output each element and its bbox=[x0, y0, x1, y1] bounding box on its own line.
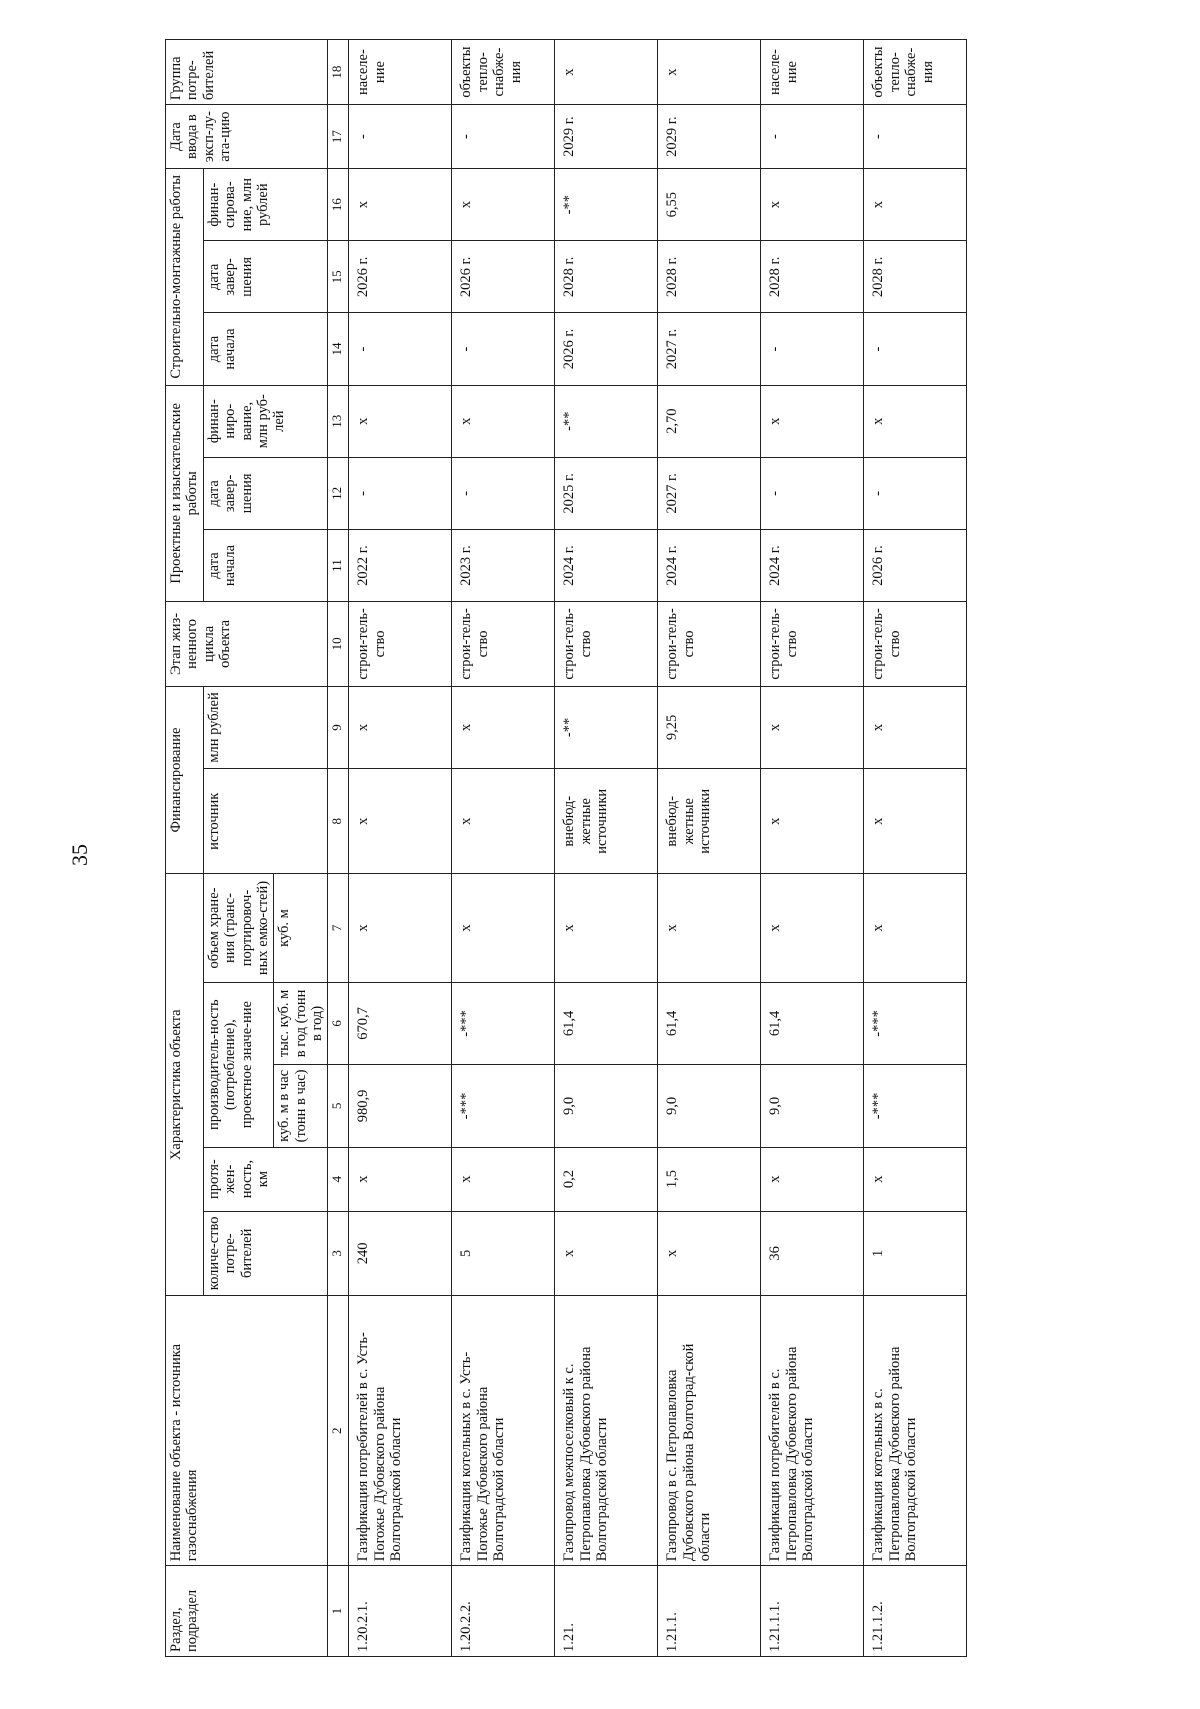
table-row bbox=[452, 40, 555, 1657]
header-design: Проектные и изыскательские работы bbox=[166, 385, 204, 602]
cell-capacity-year: 61,4 bbox=[555, 982, 658, 1064]
cell-design-financing: x bbox=[452, 385, 555, 457]
header-name: Наименование объекта - источника газоснабжения bbox=[166, 1296, 328, 1566]
header-commission: Дата ввода в эксп-лу-ата-цию bbox=[166, 105, 328, 169]
cell-consumers: x bbox=[658, 1211, 761, 1296]
cell-capacity-hour: 9,0 bbox=[761, 1065, 864, 1147]
cell-design-end: - bbox=[761, 457, 864, 529]
cell-commission: 2029 г. bbox=[555, 105, 658, 169]
cell-source: внебюд-жетные источники bbox=[555, 769, 658, 874]
cell-design-financing: 2,70 bbox=[658, 385, 761, 457]
column-number: 1 bbox=[328, 1566, 349, 1657]
cell-source: x bbox=[864, 769, 967, 874]
column-numbers-row bbox=[328, 40, 349, 1657]
cell-section: 1.20.2.2. bbox=[452, 1566, 555, 1657]
cell-length: x bbox=[349, 1147, 452, 1211]
cell-length: x bbox=[864, 1147, 967, 1211]
cell-construction-start: 2026 г. bbox=[555, 313, 658, 385]
cell-name: Газификация потребителей в с. Петропавловка Дубовского района Волгоградской области bbox=[761, 1296, 864, 1566]
cell-capacity-hour: 9,0 bbox=[555, 1065, 658, 1147]
cell-design-start: 2023 г. bbox=[452, 529, 555, 601]
cell-storage: x bbox=[761, 874, 864, 982]
cell-construction-end: 2028 г. bbox=[555, 241, 658, 313]
cell-construction-start: - bbox=[864, 313, 967, 385]
cell-source: x bbox=[349, 769, 452, 874]
cell-storage: x bbox=[555, 874, 658, 982]
rotated-table-container bbox=[165, 39, 1045, 1657]
cell-construction-financing: x bbox=[864, 169, 967, 241]
cell-stage: строи-тель-ство bbox=[658, 602, 761, 687]
cell-capacity-year: 61,4 bbox=[761, 982, 864, 1064]
header-mln-rub: млн рублей bbox=[203, 686, 328, 769]
cell-construction-financing: 6,55 bbox=[658, 169, 761, 241]
cell-length: x bbox=[761, 1147, 864, 1211]
cell-design-end: - bbox=[452, 457, 555, 529]
cell-capacity-hour: 9,0 bbox=[658, 1065, 761, 1147]
cell-commission: 2029 г. bbox=[658, 105, 761, 169]
cell-stage: строи-тель-ство bbox=[452, 602, 555, 687]
header-storage: объем хране-ния (транс-портировоч-ных емко-стей) bbox=[203, 874, 274, 982]
cell-stage: строи-тель-ство bbox=[555, 602, 658, 687]
cell-construction-start: 2027 г. bbox=[658, 313, 761, 385]
cell-consumers: 240 bbox=[349, 1211, 452, 1296]
cell-construction-end: 2026 г. bbox=[452, 241, 555, 313]
page-number: 35 bbox=[67, 844, 92, 866]
cell-mln: x bbox=[452, 686, 555, 769]
cell-design-start: 2024 г. bbox=[761, 529, 864, 601]
cell-design-start: 2026 г. bbox=[864, 529, 967, 601]
cell-capacity-hour: 980,9 bbox=[349, 1065, 452, 1147]
cell-construction-end: 2028 г. bbox=[864, 241, 967, 313]
cell-mln: -** bbox=[555, 686, 658, 769]
column-number: 7 bbox=[328, 874, 349, 982]
cell-design-end: 2025 г. bbox=[555, 457, 658, 529]
cell-name: Газификация потребителей в с. Усть-Погожье Дубовского района Волгоградской области bbox=[349, 1296, 452, 1566]
cell-construction-financing: x bbox=[761, 169, 864, 241]
cell-construction-financing: -** bbox=[555, 169, 658, 241]
cell-name: Газопровод в с. Петропавловка Дубовского района Волгоград-ской области bbox=[658, 1296, 761, 1566]
cell-group: объекты тепло-снабже-ния bbox=[864, 40, 967, 105]
column-number: 2 bbox=[328, 1296, 349, 1566]
column-number: 17 bbox=[328, 105, 349, 169]
header-design-financing: финан-ниро-вание, млн руб-лей bbox=[203, 385, 328, 457]
cell-design-financing: x bbox=[864, 385, 967, 457]
header-length: протя-жен-ность, км bbox=[203, 1147, 328, 1211]
cell-mln: x bbox=[761, 686, 864, 769]
cell-construction-start: - bbox=[349, 313, 452, 385]
cell-commission: - bbox=[864, 105, 967, 169]
header-source: источник bbox=[203, 769, 328, 874]
cell-stage: строи-тель-ство bbox=[864, 602, 967, 687]
cell-section: 1.21.1.2. bbox=[864, 1566, 967, 1657]
cell-stage: строи-тель-ство bbox=[349, 602, 452, 687]
header-construction-end: дата завер-шения bbox=[203, 241, 328, 313]
column-number: 15 bbox=[328, 241, 349, 313]
column-number: 8 bbox=[328, 769, 349, 874]
header-design-start: дата начала bbox=[203, 529, 328, 601]
column-number: 13 bbox=[328, 385, 349, 457]
column-number: 10 bbox=[328, 602, 349, 687]
cell-commission: - bbox=[761, 105, 864, 169]
cell-source: внебюд-жетные источники bbox=[658, 769, 761, 874]
header-construction: Строительно-монтажные работы bbox=[166, 169, 204, 386]
cell-design-financing: x bbox=[349, 385, 452, 457]
header-capacity-hour: куб. м в час (тонн в час) bbox=[274, 1065, 328, 1147]
header-lifecycle: Этап жиз-ненного цикла объекта bbox=[166, 602, 328, 687]
header-consumers-count: количе-ство потре-бителей bbox=[203, 1211, 328, 1296]
column-number: 6 bbox=[328, 982, 349, 1064]
cell-section: 1.21.1. bbox=[658, 1566, 761, 1657]
cell-consumers: x bbox=[555, 1211, 658, 1296]
column-number: 12 bbox=[328, 457, 349, 529]
cell-length: x bbox=[452, 1147, 555, 1211]
column-number: 9 bbox=[328, 686, 349, 769]
cell-section: 1.21. bbox=[555, 1566, 658, 1657]
cell-design-start: 2024 г. bbox=[658, 529, 761, 601]
cell-storage: x bbox=[864, 874, 967, 982]
cell-design-start: 2024 г. bbox=[555, 529, 658, 601]
gasification-table bbox=[165, 39, 967, 1657]
cell-name: Газопровод межпоселковый к с. Петропавловка Дубовского района Волгоградской области bbox=[555, 1296, 658, 1566]
cell-design-end: - bbox=[864, 457, 967, 529]
cell-group: объекты тепло-снабже-ния bbox=[452, 40, 555, 105]
header-characteristics: Характеристика объекта bbox=[166, 874, 204, 1296]
header-construction-start: дата начала bbox=[203, 313, 328, 385]
column-number: 18 bbox=[328, 40, 349, 105]
header-storage-unit: куб. м bbox=[274, 874, 328, 982]
cell-capacity-hour: -*** bbox=[452, 1065, 555, 1147]
cell-construction-end: 2028 г. bbox=[761, 241, 864, 313]
header-group: Группа потре-бителей bbox=[166, 40, 328, 105]
cell-capacity-year: 670,7 bbox=[349, 982, 452, 1064]
cell-commission: - bbox=[349, 105, 452, 169]
cell-design-financing: -** bbox=[555, 385, 658, 457]
cell-stage: строи-тель-ство bbox=[761, 602, 864, 687]
header-financing: Финансирование bbox=[166, 686, 204, 874]
table-body bbox=[349, 40, 967, 1657]
cell-construction-end: 2026 г. bbox=[349, 241, 452, 313]
cell-source: x bbox=[452, 769, 555, 874]
cell-construction-financing: x bbox=[349, 169, 452, 241]
cell-group: x bbox=[555, 40, 658, 105]
cell-construction-start: - bbox=[761, 313, 864, 385]
cell-design-start: 2022 г. bbox=[349, 529, 452, 601]
cell-capacity-year: -*** bbox=[864, 982, 967, 1064]
cell-section: 1.21.1.1. bbox=[761, 1566, 864, 1657]
table-row bbox=[658, 40, 761, 1657]
cell-name: Газификация котельных в с. Усть-Погожье Дубовского района Волгоградской области bbox=[452, 1296, 555, 1566]
header-construction-financing: финан-сирова-ние, млн рублей bbox=[203, 169, 328, 241]
cell-design-financing: x bbox=[761, 385, 864, 457]
header-row-1 bbox=[166, 40, 204, 1657]
column-number: 4 bbox=[328, 1147, 349, 1211]
column-number: 14 bbox=[328, 313, 349, 385]
cell-consumers: 5 bbox=[452, 1211, 555, 1296]
column-number: 5 bbox=[328, 1065, 349, 1147]
column-number: 3 bbox=[328, 1211, 349, 1296]
cell-length: 1,5 bbox=[658, 1147, 761, 1211]
cell-consumers: 1 bbox=[864, 1211, 967, 1296]
cell-group: населе-ние bbox=[761, 40, 864, 105]
cell-group: x bbox=[658, 40, 761, 105]
cell-storage: x bbox=[658, 874, 761, 982]
cell-capacity-hour: -*** bbox=[864, 1065, 967, 1147]
cell-commission: - bbox=[452, 105, 555, 169]
cell-design-end: 2027 г. bbox=[658, 457, 761, 529]
cell-storage: x bbox=[349, 874, 452, 982]
cell-capacity-year: 61,4 bbox=[658, 982, 761, 1064]
table-row bbox=[864, 40, 967, 1657]
cell-mln: x bbox=[864, 686, 967, 769]
cell-consumers: 36 bbox=[761, 1211, 864, 1296]
cell-source: x bbox=[761, 769, 864, 874]
cell-mln: x bbox=[349, 686, 452, 769]
column-number: 16 bbox=[328, 169, 349, 241]
cell-construction-start: - bbox=[452, 313, 555, 385]
header-section: Раздел, подраздел bbox=[166, 1566, 328, 1657]
cell-construction-financing: x bbox=[452, 169, 555, 241]
cell-design-end: - bbox=[349, 457, 452, 529]
cell-group: населе-ние bbox=[349, 40, 452, 105]
cell-construction-end: 2028 г. bbox=[658, 241, 761, 313]
cell-capacity-year: -*** bbox=[452, 982, 555, 1064]
cell-mln: 9,25 bbox=[658, 686, 761, 769]
cell-section: 1.20.2.1. bbox=[349, 1566, 452, 1657]
header-design-end: дата завер-шения bbox=[203, 457, 328, 529]
header-capacity-year: тыс. куб. м в год (тонн в год) bbox=[274, 982, 328, 1064]
table-row bbox=[349, 40, 452, 1657]
header-capacity: производитель-ность (потребление), проектное значе-ние bbox=[203, 982, 274, 1147]
cell-storage: x bbox=[452, 874, 555, 982]
table-row bbox=[555, 40, 658, 1657]
column-number: 11 bbox=[328, 529, 349, 601]
table-row bbox=[761, 40, 864, 1657]
cell-name: Газификация котельных в с. Петропавловка Дубовского района Волгоградской области bbox=[864, 1296, 967, 1566]
cell-length: 0,2 bbox=[555, 1147, 658, 1211]
